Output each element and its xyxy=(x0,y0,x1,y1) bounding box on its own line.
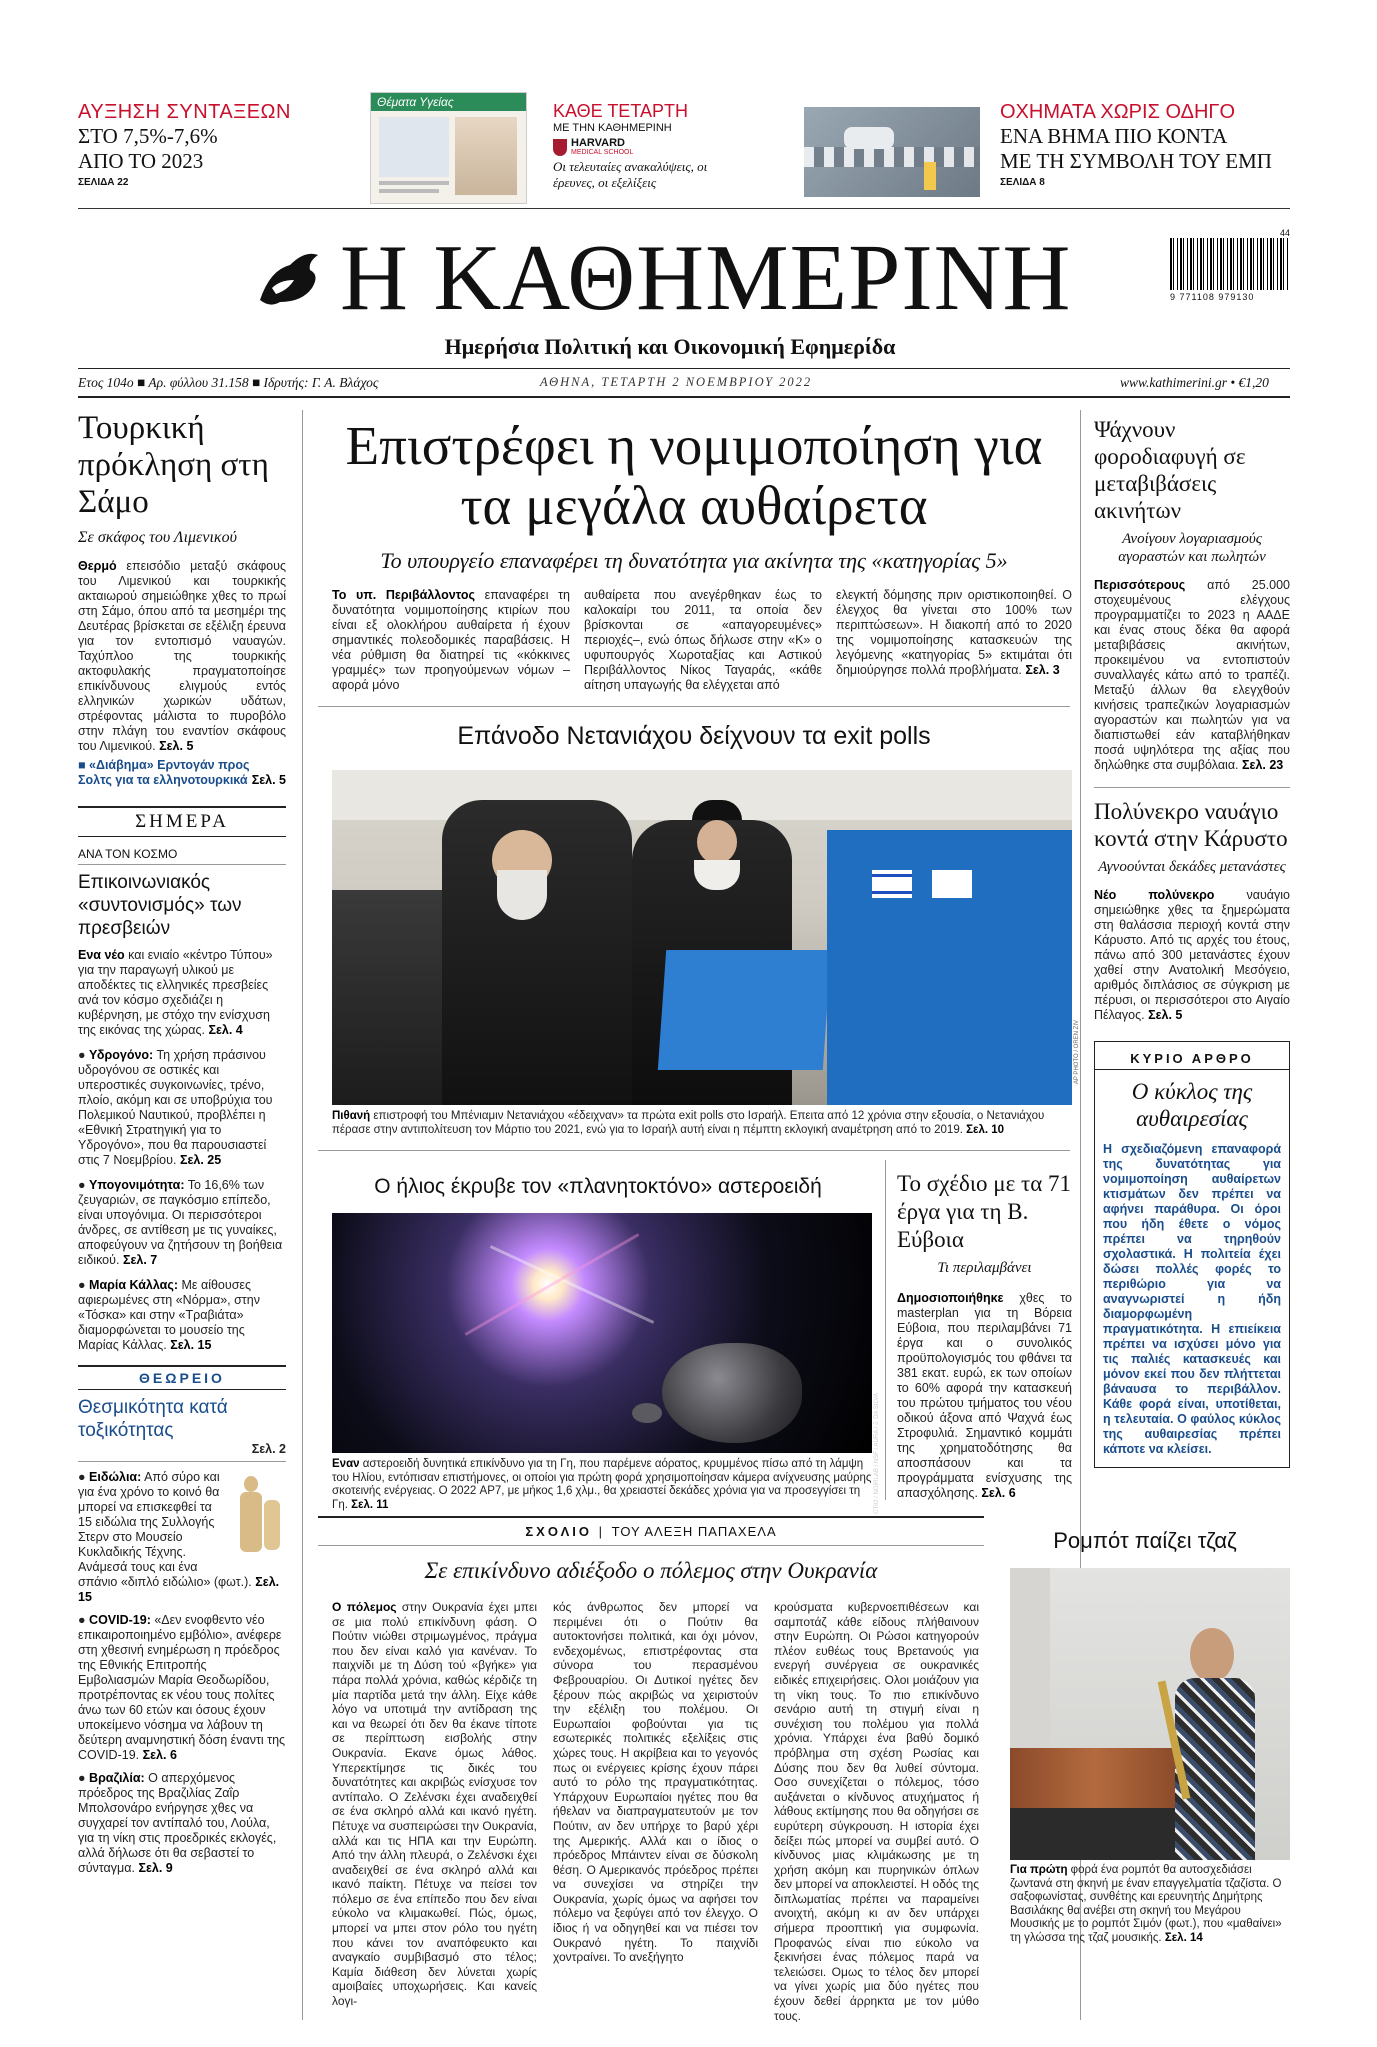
comment-lead: Ο πόλεμος xyxy=(332,1600,397,1614)
bullet-icon: ● xyxy=(78,1048,86,1062)
teaser-harvard[interactable] xyxy=(553,100,743,191)
divider-top xyxy=(78,208,1290,209)
turkey-note[interactable] xyxy=(78,758,286,788)
comment-headline[interactable]: Σε επικίνδυνο αδιέξοδο ο πόλεμος στην Ουκρανία xyxy=(424,1558,878,1583)
teaser-driverless-image[interactable] xyxy=(804,107,980,197)
main-col-1-text: επαναφέρει τη δυνατότητα νομιμοποίησης κτιρίων που είναι εξ ολοκλήρου αυθαίρετα ή έχουν σημαντικές πολεοδομικές παραβάσεις. Η νέα ρύθμιση θα διατηρεί τις «κόκκινες γραμμές» των προηγούμενων νόμων –αφορά μόνο xyxy=(332,588,570,692)
theoreio-ref[interactable]: Σελ. 2 xyxy=(78,1442,286,1462)
evia-headline[interactable]: Το σχέδιο με τα 71 έργα για τη Β. Εύβοια xyxy=(897,1171,1072,1252)
barcode-number: 9 771108 979130 xyxy=(1170,292,1255,302)
turkey-note-ref: Σελ. 5 xyxy=(251,773,286,787)
barcode-issue: 44 xyxy=(1279,228,1290,238)
brief-text: Τη χρήση πράσινου υδρογόνου σε οστικές και υπεροστικές συγκοινωνίες, τρένο, πλοίο, ακόμη και σε υποβρύχια του Πολεμικού Ναυτικού, προβλέπει η «Εθνική Στρατηγική για το Υδρογόνο», που θα παρουσιαστεί στις 7 Νοεμβρίου. xyxy=(78,1048,273,1167)
main-col-1-lead: Το υπ. Περιβάλλοντος xyxy=(332,588,476,602)
turkey-ref[interactable]: Σελ. 5 xyxy=(159,739,194,753)
today-body-text: και ενιαίο «κέντρο Τύπου» για την παραγωγή υλικού με αποδέκτες τις ελληνικές πρεσβείες ανά τον κόσμο σχεδιάζει η κυβέρνηση, με στόχο την ενίσχυση της εικόνας της χώρας. xyxy=(78,948,273,1037)
teaser-pensions-page: ΣΕΛΙΔΑ 22 xyxy=(78,177,129,188)
brief-item[interactable] xyxy=(78,1048,286,1168)
robot-caption xyxy=(1010,1864,1290,1945)
teaser-health-magazine[interactable] xyxy=(370,92,527,204)
divider-evia xyxy=(885,1160,886,1500)
masthead-subtitle: Ημερήσια Πολιτική και Οικονομική Εφημερίδα xyxy=(444,334,896,359)
briefs-list xyxy=(78,1048,286,1353)
today-headline[interactable]: Επικοινωνιακός «συντονισμός» των πρεσβειών xyxy=(78,872,242,939)
masthead-info-left: Ετος 104ο ■ Αρ. φύλλου 31.158 ■ Ιδρυτής: Γ. Α. Βλάχος xyxy=(78,375,379,390)
tax-body-text: από 25.000 στοχευμένους ελέγχους προγραμματίζει το 2023 η ΑΑΔΕ και ένας στους δέκα θα αφορά μεταβιβάσεις ακινήτων, προκειμένου να εντοπιστούν συναλλαγές κάτω από το τραπέζι. Μεταξύ άλλων θα ελεγχθούν κινήσεις τραπεζικών λογαριασμών αγοραστών και πωλητών για να διαπιστωθεί εάν καταβλήθηκαν ποσά υψηλότερα της αξίας που δηλώθηκε στα συμβόλαια. xyxy=(1094,578,1290,772)
comment-label-row: ΣΧΟΛΙΟ | ΤΟΥ ΑΛΕΞΗ ΠΑΠΑΧΕΛΑ xyxy=(525,1524,777,1539)
asteroid-photo-credit: CTIO / NOIRLAB / NSF / AURA / J. DA SILVA xyxy=(874,1393,880,1514)
brief-item[interactable] xyxy=(78,1613,286,1763)
comment-col-2: κός άνθρωπος δεν μπορεί να περιμένει ότι ο Πούτιν θα αυτοκτονήσει πολιτικά, και όχι μόνον, ενδεχομένως, επιστρέφοντας στα σύνορα του περασμένου Φεβρουαρίου. Οι Δυτικοί ηγέτες δεν ξέρουν πώς ακριβώς να χειριστούν την εξέλιξη του πολέμου. Οι Ευρωπαίοι φοβούνται για τις εσωτερικές πολιτικές εξελίξεις στις χώρες τους. Η ακρίβεια και το γεγονός πως οι ενέργειες κρίσης έχουν πάρει αυτό το ρόλο της πραγματικότητας. Υπάρχουν Ευρωπαίοι ηγέτες που θα ήθελαν να διαπραγματευτούν με τον Πούτιν, αν δεν υπήρχε το βαρύ χέρι της Αμερικής. Αλλά και ο ίδιος ο πρόεδρος Μπάιντεν είναι σε δύσκολη θέση. Ο Αμερικανός πρόεδρος πρέπει να συνεχίσει να στηρίζει την Ουκρανία, χωρίς όμως να αφήσει τον πόλεμο να ξεφύγει από τον έλεγχο. Ο ίδιος ή να οδηγηθεί και να πιέσει τον Ουκρανό ηγέτη. Το παιχνίδι χοντραίνει. Το ανεξήγητο xyxy=(553,1600,758,1965)
turkey-body-lead: Θερμό xyxy=(78,559,117,573)
bullet-icon: ● xyxy=(78,1613,86,1627)
netanyahu-caption-lead: Πιθανή xyxy=(332,1110,371,1122)
shipwreck-body xyxy=(1094,888,1290,1023)
comment-rule-2 xyxy=(318,1545,984,1546)
evia-ref[interactable]: Σελ. 6 xyxy=(981,1486,1016,1500)
brief-lead: Υπογονιμότητα: xyxy=(89,1178,185,1192)
editorial-label: ΚΥΡΙΟ ΑΡΘΡΟ xyxy=(1095,1048,1289,1070)
main-col-3 xyxy=(836,588,1072,678)
editorial-box xyxy=(1094,1041,1290,1468)
evia-body-text: χθες το masterplan για τη Βόρεια Εύβοια, που περιλαμβάνει 71 έργα και ο συνολικός προϋπολογισμός του φθάνει τα 381 εκατ. ευρώ, εκ των οποίων το 60% αφορά την κατασκευή του πρώτου τμήματος του νέου οδικού άξονα από Ψαχνά έως Στροφυλιά. Σημαντικό κομμάτι της χρηματοδότησης θα αποσπάσουν και τα προγράμματα ενίσχυσης της απασχόλησης. xyxy=(897,1291,1072,1500)
today-section: ΑΝΑ ΤΟΝ ΚΟΣΜΟ xyxy=(78,847,286,865)
teaser-harvard-text: Οι τελευταίες ανακαλύψεις, οι έρευνες, οι εξελίξεις xyxy=(553,159,708,190)
theoreio-headline[interactable]: Θεσμικότητα κατά τοξικότητας xyxy=(78,1397,228,1441)
today-body-lead: Ενα νέο xyxy=(78,948,125,962)
brief-ref: Σελ. 7 xyxy=(122,1253,158,1267)
harvard-sublabel: MEDICAL SCHOOL xyxy=(571,149,634,156)
figurine-photo xyxy=(226,1470,286,1570)
teaser-pensions[interactable] xyxy=(78,100,318,188)
shipwreck-body-text: ναυάγιο σημειώθηκε χθες τα ξημερώματα στη θαλάσσια περιοχή κοντά στην Κάρυστο. Από τις αρχές του έτους, πάνω από 300 μετανάστες έχουν χαθεί στην Ανατολική Μεσόγειο, αριθμός διπλάσιος σε σύγκριση με πέρυσι, οι περισσότεροι στο Αιγαίο Πέλαγος. xyxy=(1094,888,1290,1022)
asteroid-caption-lead: Εναν xyxy=(332,1458,360,1470)
teaser-harvard-line1: ΜΕ ΤΗΝ ΚΑΘΗΜΕΡΙΝΗ xyxy=(553,122,672,134)
brief-lead: Μαρία Κάλλας: xyxy=(89,1278,179,1292)
asteroid-caption xyxy=(332,1458,872,1512)
brief-text: Το 16,6% των ζευγαριών, σε παγκόσμιο επίπεδο, είναι υπογόνιμα. Οι περισσότεροι άνδρες, σε αντίθεση με τις γυναίκες, αποφεύγουν να ζητήσουν τη βοήθεια ειδικού. xyxy=(78,1178,283,1267)
netanyahu-photo-credit: AP PHOTO / OREN ZIV xyxy=(1074,1020,1080,1085)
netanyahu-headline[interactable]: Επάνοδο Νετανιάχου δείχνουν τα exit polls xyxy=(457,722,931,750)
today-ref[interactable]: Σελ. 4 xyxy=(208,1023,243,1037)
tax-ref[interactable]: Σελ. 23 xyxy=(1242,758,1284,772)
brief-lead: Ειδώλια: xyxy=(89,1470,142,1484)
tax-headline[interactable]: Ψάχνουν φοροδιαφυγή σε μεταβιβάσεις ακινήτων xyxy=(1094,417,1246,523)
netanyahu-ref[interactable]: Σελ. 10 xyxy=(966,1123,1005,1136)
robot-ref[interactable]: Σελ. 14 xyxy=(1164,1931,1203,1944)
tax-body-lead: Περισσότερους xyxy=(1094,578,1186,592)
robot-headline[interactable]: Ρομπότ παίζει τζαζ xyxy=(1053,1528,1237,1553)
teaser-harvard-title: ΚΑΘΕ ΤΕΤΑΡΤΗ xyxy=(553,101,688,121)
brief-ref: Σελ. 15 xyxy=(170,1338,212,1352)
comment-label: ΣΧΟΛΙΟ xyxy=(525,1524,592,1539)
teaser-pensions-line1: ΣΤΟ 7,5%-7,6% xyxy=(78,124,218,148)
turkey-note-text: ■ «Διάβημα» Ερντογάν προς Σολτς για τα ελληνοτουρκικά xyxy=(78,758,250,787)
divider-netanyahu xyxy=(318,1150,1070,1151)
griffin-logo-icon xyxy=(250,240,325,315)
bullet-icon: ● xyxy=(78,1470,86,1484)
teaser-pensions-line2: ΑΠΟ ΤΟ 2023 xyxy=(78,149,204,173)
main-col-1 xyxy=(332,588,570,693)
harvard-label: HARVARD xyxy=(571,137,625,149)
asteroid-headline[interactable]: Ο ήλιος έκρυβε τον «πλανητοκτόνο» αστεροειδή xyxy=(374,1175,822,1198)
left-column xyxy=(78,410,286,1876)
turkey-body xyxy=(78,559,286,754)
masthead-rule-bottom xyxy=(78,396,1290,398)
editorial-headline[interactable]: Ο κύκλος της αυθαιρεσίας xyxy=(1131,1079,1253,1131)
today-label: ΣΗΜΕΡΑ xyxy=(78,806,286,837)
netanyahu-caption-text: επιστροφή του Μπένιαμιν Νετανιάχου «έδειχναν» τα πρώτα exit polls στο Ισραήλ. Επειτα από 12 χρόνια στην εξουσία, ο Νετανιάχου πέρασε στην αντιπολίτευση τον Μάρτιο του 2021, ενώ για το Ισραήλ αυτή είναι η πέμπτη εκλογική αναμέτρηση από το 2019. xyxy=(332,1110,1045,1136)
shipwreck-subhead: Αγνοούνται δεκάδες μετανάστες xyxy=(1098,859,1286,875)
shipwreck-body-lead: Νέο πολύνεκρο xyxy=(1094,888,1215,902)
turkey-subhead: Σε σκάφος του Λιμενικού xyxy=(78,529,237,546)
bullet-icon: ● xyxy=(78,1178,86,1192)
brief-text: Με αίθουσες αφιερωμένες στη «Νόρμα», στην «Τόσκα» και στην «Τραβιάτα» διαμορφώνεται το μουσείο της Μαρίας Κάλλας. xyxy=(78,1278,260,1352)
masthead-rule-top xyxy=(78,368,1290,369)
masthead-info-right: www.kathimerini.gr • €1,20 xyxy=(1120,375,1269,390)
comment-col-1-text: στην Ουκρανία έχει μπει σε μια πολύ επικίνδυνη φάση. Ο Πούτιν νιώθει στριμωγμένος, πράγμα που δεν είναι καλό για κανέναν. Το παιχνίδι με τη Δύση τού «βγήκε» για πάρα πολλά χρόνια, καθώς κέρδιζε τη μία παρτίδα μετά την άλλη. Είχε κάθε λόγο να υποτιμά την αντίδραση της και να θεωρεί ότι δεν θα έκανε τίποτε σε περίπτωση εισβολής στην Ουκρανία. Εκανε όμως λάθος. Υπερεκτίμησε τις δικές του δυνατότητες και ακριβώς ενίσχυσε τον αντίπαλο. Ο Ζελένσκι έχει αναδειχθεί σε ένα σκληρό αλλά και ικανό ηγέτη. Πέτυχε να συσπειρώσει την Ουκρανία, αλλά και τις ΗΠΑ και την Ευρώπη. Από την άλλη πλευρά, ο Ζελένσκι έχει αναδειχθεί σε ένα σκληρό αλλά και ικανό παίκτη. Πέτυχε να πείσει τον πόλεμο σε ένα επίπεδο που δεν είναι εύκολο να κλιμακωθεί. Πώς, όμως, μπορεί να μπει στον ρόλο του ηγέτη που κάνει τον αναπόφευκτο και αναγκαίο συμβιβασμό στο τέλος; Καμία διάθεση δεν λύνεται χωρίς αμοιβαίες υποχωρήσεις. Και κανείς λογι- xyxy=(332,1600,537,2009)
robot-caption-lead: Για πρώτη xyxy=(1010,1864,1068,1876)
shipwreck-headline[interactable]: Πολύνεκρο ναυάγιο κοντά στην Κάρυστο xyxy=(1094,799,1288,851)
brief-lead: COVID-19: xyxy=(89,1613,151,1627)
evia-body xyxy=(897,1291,1072,1501)
turkey-body-text: επεισόδιο μεταξύ σκάφους του Λιμενικού και τουρκικής ακταιωρού σημειώθηκε χθες το πρωί στη Σάμο, όπου από τα μεσημέρι της Δευτέρας βρίσκεται σε εξέλιξη έρευνα για τον εντοπισμό ναυαγών. Ταχύπλοο της τουρκικής ακτοφυλακής πραγματοποίησε επικίνδυνους ελιγμούς εντός ελληνικών χωρικών υδάτων, στρέφοντας μάλιστα το πυροβόλο στην πλάγη του εναντίον σκάφους του Λιμενικού. xyxy=(78,559,286,753)
evia-block xyxy=(897,1170,1072,1501)
tax-subhead: Ανοίγουν λογαριασμούς αγοραστών και πωλητών xyxy=(1118,531,1266,565)
masthead-title: Η ΚΑΘΗΜΕΡΙΝΗ xyxy=(340,226,1072,330)
evia-body-lead: Δημοσιοποιήθηκε xyxy=(897,1291,1004,1305)
brief-lead: Υδρογόνο: xyxy=(89,1048,154,1062)
robot-photo xyxy=(1010,1568,1290,1860)
brief-item[interactable] xyxy=(78,1278,286,1353)
main-subhead: Το υπουργείο επαναφέρει τη δυνατότητα για ακίνητα της «κατηγορίας 5» xyxy=(380,548,1008,573)
netanyahu-caption xyxy=(332,1110,1072,1137)
main-headline[interactable]: Επιστρέφει η νομιμοποίηση για τα μεγάλα αυθαίρετα xyxy=(345,415,1043,536)
editorial-body: Η σχεδιαζόμενη επαναφορά της δυνατότητας για νομιμοποίηση αυθαίρετων κτισμάτων δεν πρέπει να αφήνει παράθυρα. Οι όροι που ήδη έθετε ο νόμος πρέπει να τηρηθούν σχολαστικά. Η πολιτεία έχει δώσει πολλές φορές το περιθώριο για να αναγνωριστεί η ήδη διαμορφωμένη πραγματικότητα. Η επιείκεια πρέπει να ισχύσει μόνο για τις παλιές κατασκευές και μόνον εκεί που δεν πλήττεται βάναυσα το περιβάλλον. Κάθε φορά είναι, υποτίθεται, η τελευταία. Ο φαύλος κύκλος της αυθαιρεσίας πρέπει κάποτε να κλείσει. xyxy=(1103,1142,1281,1456)
asteroid-caption-text: αστεροειδή δυνητικά επικίνδυνο για τη Γη, που παρέμενε αόρατος, κρυμμένος πίσω από τη λάμψη του Ηλίου, εντόπισαν επιστήμονες, οι οποίοι για πρώτη φορά χρησιμοποίησαν κάμερα ανίχνευσης μαύρης σκοτεινής ενέργειας. Ο 2022 AP7, με μήκος 1,6 χλμ., θα χρειαστεί δεκάδες χρόνια για να προσεγγίσει τη Γη. xyxy=(332,1458,872,1511)
main-col-3-text: ελεγκτή δόμησης πριν οριστικοποιηθεί. Ο έλεγχος θα γίνεται στο 100% των περιπτώσεων». Η διακοπή από το 2020 της νομιμοποίησης κατασκευών της λεγόμενης «κατηγορίας 5» εκτιμάται ότι δημιούργησε πολλά προβλήματα. xyxy=(836,588,1072,677)
brief-item[interactable] xyxy=(78,1178,286,1268)
brief-ref: Σελ. 6 xyxy=(142,1748,177,1762)
comment-rule xyxy=(318,1516,984,1518)
comment-author: ΤΟΥ ΑΛΕΞΗ ΠΑΠΑΧΕΛΑ xyxy=(611,1524,777,1539)
brief-item[interactable] xyxy=(78,1771,286,1876)
briefs-list-2 xyxy=(78,1470,286,1876)
main-col-2: αυθαίρετα που ανεγέρθηκαν έως το καλοκαίρι του 2011, τα οποία δεν βρίσκονται σε «απαγορευμένες» περιοχές–, ενώ όπως δήλωσε στην «Κ» ο υφυπουργός Χωροταξίας και Αστικού Περιβάλλοντος Νίκος Ταγαράς, «κάθε αίτηση υπαγωγής θα ελέγχεται από xyxy=(584,588,822,692)
masthead-date: ΑΘΗΝΑ, ΤΕΤΑΡΤΗ 2 ΝΟΕΜΒΡΙΟΥ 2022 xyxy=(540,375,813,389)
theoreio-label: ΘΕΩΡΕΙΟ xyxy=(78,1365,286,1390)
teaser-driverless-page: ΣΕΛΙΔΑ 8 xyxy=(1000,177,1045,188)
brief-ref: Σελ. 25 xyxy=(179,1153,222,1167)
brief-text: «Δεν ενοφθεντο νέο επικαιροποιημένο εμβόλιο», ανέφερε στη χθεσινή ενημέρωση η πρόεδρος της Εθνικής Επιτροπής Εμβολιασμών Μαρία Θεοδωρίδου, προτρέποντας εκ νέου τους πολίτες άνω των 60 ετών και όσους έχουν υποκείμενο νόσημα να λάβουν τη δεύτερη αναμνηστική δόση έναντι της COVID-19. xyxy=(78,1613,286,1762)
today-body xyxy=(78,948,286,1038)
robot-caption-text: φορά ένα ρομπότ θα αυτοσχεδιάσει ζωντανά στη σκηνή με έναν επαγγελματία τζαζίστα. Ο σαξοφωνίστας, συνθέτης και ερευνητής Δημήτρης Βασιλάκης θα ανέβει στη σκηνή του Μεγάρου Μουσικής με το ρομπότ Σιμόν (φωτ.), που «μαθαίνει» τη γλώσσα της τζαζ μουσικής. xyxy=(1010,1864,1282,1944)
barcode xyxy=(1170,228,1290,304)
teaser-driverless[interactable] xyxy=(1000,100,1300,188)
magazine-title: Θέματα Υγείας xyxy=(371,93,526,111)
divider-main xyxy=(318,706,1070,707)
right-column xyxy=(1094,416,1290,1468)
bullet-icon: ● xyxy=(78,1278,86,1292)
divider-left xyxy=(302,410,303,2020)
brief-text: Ο απερχόμενος πρόεδρος της Βραζιλίας Ζαΐρ Μπολσονάρο ενήργησε χθες να συγχαρεί τον αντίπαλό του, Λούλα, για τη νίκη στις προεδρικές εκλογές, αλλά δήλωσε ότι θα σεβαστεί το σύνταγμα. xyxy=(78,1771,277,1875)
brief-text: Από σύρο και για ένα χρόνο το κοινό θα μπορεί να επισκεφθεί τα 15 ειδώλια της Συλλογής Στερν στο Μουσείο Κυκλαδικής Τέχνης. Ανάμεσά τους και ένα σπάνιο «διπλό ειδώλιο» (φωτ.). xyxy=(78,1470,252,1589)
bullet-icon: ● xyxy=(78,1771,86,1785)
brief-lead: Βραζιλία: xyxy=(89,1771,145,1785)
asteroid-ref[interactable]: Σελ. 11 xyxy=(351,1498,389,1511)
brief-ref: Σελ. 15 xyxy=(78,1575,280,1604)
evia-subhead: Τι περιλαμβάνει xyxy=(937,1260,1032,1276)
teaser-driverless-title: ΟΧΗΜΑΤΑ ΧΩΡΙΣ ΟΔΗΓΟ xyxy=(1000,101,1235,123)
netanyahu-photo xyxy=(332,770,1080,1105)
comment-col-1 xyxy=(332,1600,537,2009)
turkey-headline[interactable]: Τουρκική πρόκληση στη Σάμο xyxy=(78,410,269,520)
teaser-driverless-line1: ΕΝΑ ΒΗΜΑ ΠΙΟ ΚΟΝΤΑ xyxy=(1000,124,1228,148)
shipwreck-ref[interactable]: Σελ. 5 xyxy=(1148,1008,1183,1022)
teaser-driverless-line2: ΜΕ ΤΗ ΣΥΜΒΟΛΗ ΤΟΥ ΕΜΠ xyxy=(1000,149,1272,173)
comment-col-3: κρούσματα κυβερνοεπιθέσεων και σαμποτάζ κάθε είδους πλήθαινουν στην Ευρώπη. Οι Ρώσοι κατηγορούν πλέον ευθέως τους Βρετανούς για ενεργή συνέργεια σε ουκρανικές ειδικές επιχειρήσεις. Ολοι μοιάζουν για τη νίκη τους. Το πιο επικίνδυνο σενάριο αυτή τη στιγμή είναι η συνέχιση του πολέμου για πολλά χρόνια. Υπάρχει ένα βαθύ δομικό πρόβλημα στη σχέση Ρωσίας και Δύσης που δεν θα λυθεί σύντομα. Οσο συνεχίζεται ο πόλεμος, τόσο αυξάνεται ο κίνδυνος ατυχήματος ή λάθους εκτίμησης που θα οδηγήσει σε ευρύτερη σύγκρουση. Η ιστορία έχει δείξει πώς μπορεί να συμβεί αυτό. Ο κίνδυνος μιας κλιμάκωσης με τη χρήση ακόμη και πυρηνικών όπλων δεν μπορεί να αποκλειστεί. Η οδός της διπλωματίας πρέπει να παραμείνει ανοιχτή, ακόμη κι αν δεν υπάρχει σήμερα προοπτική για συμφωνία. Προφανώς είναι πιο εύκολο να ξεκινήσει ένας πόλεμος παρά να τελειώσει. Ομως το τέλος δεν μπορεί να γίνει χωρίς μια δύο ηγέτες που έχουν δεθεί άρρηκτα με τον μύθο τους. xyxy=(774,1600,979,2023)
teaser-pensions-title: ΑΥΞΗΣΗ ΣΥΝΤΑΞΕΩΝ xyxy=(78,101,291,123)
brief-ref: Σελ. 9 xyxy=(138,1861,173,1875)
tax-body xyxy=(1094,578,1290,773)
brief-item[interactable] xyxy=(78,1470,286,1605)
main-ref[interactable]: Σελ. 3 xyxy=(1025,663,1060,677)
harvard-shield-icon xyxy=(553,139,567,156)
